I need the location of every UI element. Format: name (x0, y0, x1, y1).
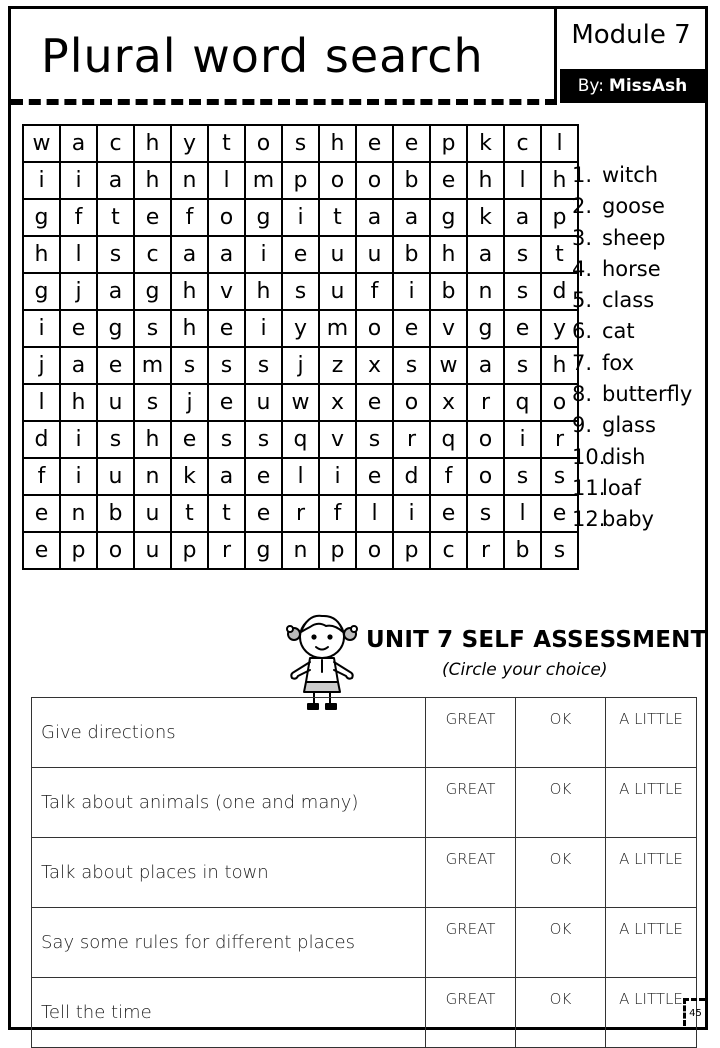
grid-cell[interactable]: s (282, 125, 319, 162)
grid-row (23, 458, 578, 495)
grid-cell[interactable]: d (393, 458, 430, 495)
grid-cell[interactable]: w (282, 384, 319, 421)
grid-cell[interactable]: b (393, 236, 430, 273)
grid-cell[interactable]: e (393, 125, 430, 162)
title-divider (11, 99, 557, 105)
grid-cell[interactable]: e (356, 458, 393, 495)
word-number: 10. (572, 444, 606, 469)
grid-cell[interactable]: e (23, 495, 60, 532)
grid-cell[interactable]: k (467, 199, 504, 236)
grid-cell[interactable]: o (97, 532, 134, 569)
grid-cell[interactable]: g (134, 273, 171, 310)
grid-cell[interactable]: r (282, 495, 319, 532)
word-search-grid (22, 124, 579, 570)
choice-ok[interactable]: OK (516, 978, 606, 1048)
grid-cell[interactable]: i (23, 310, 60, 347)
word-list-item (572, 348, 692, 379)
grid-cell[interactable]: l (60, 236, 97, 273)
grid-cell[interactable]: b (504, 532, 541, 569)
grid-cell[interactable]: s (208, 421, 245, 458)
word-text: class (602, 288, 655, 313)
word-text: cat (602, 319, 635, 344)
grid-cell[interactable]: s (504, 273, 541, 310)
grid-cell[interactable]: y (171, 125, 208, 162)
grid-cell[interactable]: n (60, 495, 97, 532)
grid-cell[interactable]: z (319, 347, 356, 384)
skill-label: Talk about places in town (32, 838, 426, 908)
grid-cell[interactable]: s (245, 347, 282, 384)
grid-cell[interactable]: s (208, 347, 245, 384)
grid-cell[interactable]: a (208, 458, 245, 495)
grid-cell[interactable]: o (393, 384, 430, 421)
word-text: glass (602, 413, 656, 438)
grid-cell[interactable]: u (319, 273, 356, 310)
grid-cell[interactable]: l (356, 495, 393, 532)
assessment-row (32, 978, 697, 1048)
grid-cell[interactable]: t (319, 199, 356, 236)
grid-cell[interactable]: i (60, 421, 97, 458)
grid-cell[interactable]: s (134, 310, 171, 347)
assessment-title: UNIT 7 SELF ASSESSMENT (366, 627, 707, 653)
grid-cell[interactable]: x (356, 347, 393, 384)
grid-cell[interactable]: a (97, 162, 134, 199)
grid-cell[interactable]: f (60, 199, 97, 236)
grid-cell[interactable]: n (171, 162, 208, 199)
skill-label: Talk about animals (one and many) (32, 768, 426, 838)
grid-cell[interactable]: o (467, 458, 504, 495)
grid-cell[interactable]: h (541, 162, 578, 199)
choice-a-little[interactable]: A LITTLE (606, 698, 697, 768)
word-list-item (572, 254, 692, 285)
grid-row (23, 236, 578, 273)
word-text: baby (602, 507, 654, 532)
choice-ok[interactable]: OK (516, 698, 606, 768)
assessment-subtitle: (Circle your choice) (442, 660, 608, 680)
grid-cell[interactable]: p (319, 532, 356, 569)
grid-cell[interactable]: h (60, 384, 97, 421)
grid-cell[interactable]: s (97, 236, 134, 273)
word-text: horse (602, 256, 661, 281)
word-number: 9. (572, 413, 593, 438)
word-list-item (572, 410, 692, 441)
grid-cell[interactable]: i (282, 199, 319, 236)
grid-cell[interactable]: h (171, 273, 208, 310)
grid-cell[interactable]: j (23, 347, 60, 384)
word-list-item (572, 442, 692, 473)
grid-cell[interactable]: s (171, 347, 208, 384)
grid-cell[interactable]: w (430, 347, 467, 384)
grid-cell[interactable]: o (319, 162, 356, 199)
grid-cell[interactable]: o (467, 421, 504, 458)
choice-ok[interactable]: OK (516, 908, 606, 978)
grid-cell[interactable]: a (208, 236, 245, 273)
grid-row (23, 273, 578, 310)
grid-cell[interactable]: j (60, 273, 97, 310)
grid-cell[interactable]: o (356, 162, 393, 199)
word-number: 1. (572, 163, 593, 187)
grid-cell[interactable]: h (319, 125, 356, 162)
word-list-item (572, 504, 692, 535)
word-text: witch (602, 163, 659, 187)
grid-cell[interactable]: s (504, 236, 541, 273)
grid-cell[interactable]: f (171, 199, 208, 236)
word-list-item (572, 191, 692, 222)
grid-cell[interactable]: u (319, 236, 356, 273)
page-title: Plural word search (41, 29, 484, 83)
grid-cell[interactable]: s (134, 384, 171, 421)
grid-row (23, 310, 578, 347)
grid-cell[interactable]: m (319, 310, 356, 347)
grid-cell[interactable]: c (134, 236, 171, 273)
word-number: 12. (572, 507, 606, 532)
word-text: butterfly (602, 382, 693, 407)
grid-row (23, 384, 578, 421)
grid-cell[interactable]: a (97, 273, 134, 310)
grid-cell[interactable]: n (282, 532, 319, 569)
grid-cell[interactable]: b (430, 273, 467, 310)
grid-cell[interactable]: s (504, 347, 541, 384)
assessment-row (32, 768, 697, 838)
grid-cell[interactable]: g (430, 199, 467, 236)
grid-cell[interactable]: s (356, 421, 393, 458)
assessment-row (32, 908, 697, 978)
grid-cell[interactable]: l (208, 162, 245, 199)
grid-cell[interactable]: i (504, 421, 541, 458)
module-box (557, 9, 705, 69)
skill-label: Tell the time (32, 978, 426, 1048)
word-number: 3. (572, 225, 593, 250)
word-text: goose (602, 194, 665, 219)
word-number: 8. (572, 382, 593, 407)
grid-cell[interactable]: a (60, 125, 97, 162)
grid-cell[interactable]: a (504, 199, 541, 236)
grid-row (23, 347, 578, 384)
grid-cell[interactable]: f (356, 273, 393, 310)
grid-cell[interactable]: u (134, 532, 171, 569)
grid-cell[interactable]: e (134, 199, 171, 236)
word-text: loaf (602, 475, 641, 500)
grid-cell[interactable]: o (356, 310, 393, 347)
grid-cell[interactable]: m (134, 347, 171, 384)
word-number: 4. (572, 256, 593, 281)
grid-cell[interactable]: y (282, 310, 319, 347)
choice-great[interactable]: GREAT (426, 908, 516, 978)
word-text: dish (602, 444, 646, 469)
choice-ok[interactable]: OK (516, 768, 606, 838)
grid-cell[interactable]: k (467, 125, 504, 162)
grid-cell[interactable]: g (245, 199, 282, 236)
grid-row (23, 199, 578, 236)
grid-cell[interactable]: f (319, 495, 356, 532)
page-number: 45 (683, 998, 705, 1026)
grid-cell[interactable]: e (393, 310, 430, 347)
grid-cell[interactable]: e (208, 310, 245, 347)
grid-cell[interactable]: c (430, 532, 467, 569)
word-number: 11. (572, 475, 606, 500)
grid-cell[interactable]: e (97, 347, 134, 384)
grid-cell[interactable]: l (23, 384, 60, 421)
grid-cell[interactable]: q (504, 384, 541, 421)
grid-cell[interactable]: i (60, 162, 97, 199)
grid-cell[interactable]: w (23, 125, 60, 162)
grid-cell[interactable]: a (467, 347, 504, 384)
grid-cell[interactable]: e (208, 384, 245, 421)
grid-cell[interactable]: a (60, 347, 97, 384)
grid-cell[interactable]: n (134, 458, 171, 495)
grid-row (23, 495, 578, 532)
grid-cell[interactable]: i (319, 458, 356, 495)
grid-cell[interactable]: b (393, 162, 430, 199)
grid-cell[interactable]: h (134, 125, 171, 162)
word-number: 7. (572, 350, 593, 375)
choice-great[interactable]: GREAT (426, 838, 516, 908)
choice-a-little[interactable]: A LITTLE (606, 768, 697, 838)
word-list (572, 160, 692, 536)
grid-row (23, 532, 578, 569)
grid-cell[interactable]: v (430, 310, 467, 347)
grid-cell[interactable]: f (430, 458, 467, 495)
grid-cell[interactable]: p (393, 532, 430, 569)
grid-cell[interactable]: e (504, 310, 541, 347)
grid-cell[interactable]: m (245, 162, 282, 199)
grid-cell[interactable]: o (245, 125, 282, 162)
grid-cell[interactable]: s (467, 495, 504, 532)
grid-cell[interactable]: e (430, 495, 467, 532)
grid-cell[interactable]: x (319, 384, 356, 421)
grid-cell[interactable]: q (282, 421, 319, 458)
grid-cell[interactable]: o (208, 199, 245, 236)
grid-cell[interactable]: h (134, 162, 171, 199)
grid-cell[interactable]: e (245, 458, 282, 495)
grid-cell[interactable]: s (282, 273, 319, 310)
grid-cell[interactable]: e (282, 236, 319, 273)
grid-cell[interactable]: k (171, 458, 208, 495)
grid-cell[interactable]: d (23, 421, 60, 458)
title-box (11, 9, 557, 103)
grid-cell[interactable]: v (208, 273, 245, 310)
word-list-item (572, 223, 692, 254)
grid-cell[interactable]: l (541, 125, 578, 162)
grid-cell[interactable]: i (393, 273, 430, 310)
grid-cell[interactable]: u (97, 384, 134, 421)
grid-cell[interactable]: f (23, 458, 60, 495)
assessment-row (32, 838, 697, 908)
grid-cell[interactable]: i (245, 236, 282, 273)
grid-cell[interactable]: g (23, 199, 60, 236)
grid-cell[interactable]: p (430, 125, 467, 162)
choice-a-little[interactable]: A LITTLE (606, 978, 697, 1048)
grid-cell[interactable]: a (171, 236, 208, 273)
grid-cell[interactable]: s (504, 458, 541, 495)
grid-cell[interactable]: i (23, 162, 60, 199)
grid-cell[interactable]: p (171, 532, 208, 569)
grid-cell[interactable]: n (467, 273, 504, 310)
grid-cell[interactable]: o (541, 384, 578, 421)
grid-cell[interactable]: h (171, 310, 208, 347)
grid-cell[interactable]: e (430, 162, 467, 199)
grid-cell[interactable]: h (245, 273, 282, 310)
choice-a-little[interactable]: A LITTLE (606, 908, 697, 978)
grid-cell[interactable]: e (356, 384, 393, 421)
grid-cell[interactable]: r (467, 532, 504, 569)
grid-row (23, 421, 578, 458)
grid-cell[interactable]: i (245, 310, 282, 347)
grid-cell[interactable]: i (60, 458, 97, 495)
grid-cell[interactable]: q (430, 421, 467, 458)
grid-cell[interactable]: h (430, 236, 467, 273)
grid-cell[interactable]: h (467, 162, 504, 199)
grid-cell[interactable]: s (393, 347, 430, 384)
word-list-item (572, 160, 692, 191)
grid-cell[interactable]: e (60, 310, 97, 347)
grid-row (23, 162, 578, 199)
grid-cell[interactable]: e (245, 495, 282, 532)
word-list-item (572, 285, 692, 316)
grid-cell[interactable]: r (467, 384, 504, 421)
grid-cell[interactable]: e (23, 532, 60, 569)
grid-cell[interactable]: o (356, 532, 393, 569)
grid-cell[interactable]: p (60, 532, 97, 569)
module-label: Module 7 (571, 20, 691, 50)
grid-cell[interactable]: x (430, 384, 467, 421)
grid-cell[interactable]: u (134, 495, 171, 532)
choice-a-little[interactable]: A LITTLE (606, 838, 697, 908)
grid-cell[interactable]: l (504, 162, 541, 199)
grid-cell[interactable]: l (504, 495, 541, 532)
grid-cell[interactable]: j (282, 347, 319, 384)
grid-cell[interactable]: a (393, 199, 430, 236)
grid-cell[interactable]: c (97, 125, 134, 162)
grid-cell[interactable]: y (541, 310, 578, 347)
grid-cell[interactable]: r (541, 421, 578, 458)
choice-ok[interactable]: OK (516, 838, 606, 908)
author-prefix: By: (577, 76, 604, 96)
grid-row (23, 125, 578, 162)
grid-cell[interactable]: u (97, 458, 134, 495)
grid-cell[interactable]: g (97, 310, 134, 347)
grid-cell[interactable]: t (541, 236, 578, 273)
grid-cell[interactable]: t (97, 199, 134, 236)
grid-cell[interactable]: j (171, 384, 208, 421)
choice-great[interactable]: GREAT (426, 768, 516, 838)
grid-cell[interactable]: p (282, 162, 319, 199)
grid-cell[interactable]: a (467, 236, 504, 273)
word-list-item (572, 379, 692, 410)
grid-cell[interactable]: t (208, 495, 245, 532)
word-number: 2. (572, 194, 593, 219)
grid-cell[interactable]: h (134, 421, 171, 458)
grid-cell[interactable]: d (541, 273, 578, 310)
grid-cell[interactable]: i (393, 495, 430, 532)
grid-cell[interactable]: h (23, 236, 60, 273)
grid-cell[interactable]: b (97, 495, 134, 532)
skill-label: Say some rules for different places (32, 908, 426, 978)
grid-cell[interactable]: e (541, 495, 578, 532)
grid-cell[interactable]: t (171, 495, 208, 532)
author-name: MissAsh (608, 76, 688, 96)
grid-cell[interactable]: p (541, 199, 578, 236)
grid-cell[interactable]: c (504, 125, 541, 162)
grid-cell[interactable]: a (356, 199, 393, 236)
grid-cell[interactable]: v (319, 421, 356, 458)
grid-cell[interactable]: g (245, 532, 282, 569)
grid-cell[interactable]: e (356, 125, 393, 162)
assessment-table (31, 697, 697, 1048)
word-list-item (572, 316, 692, 347)
word-text: sheep (602, 225, 666, 250)
grid-cell[interactable]: g (467, 310, 504, 347)
skill-label: Give directions (32, 698, 426, 768)
grid-cell[interactable]: s (541, 532, 578, 569)
grid-cell[interactable]: e (171, 421, 208, 458)
word-list-item (572, 473, 692, 504)
grid-cell[interactable]: g (23, 273, 60, 310)
grid-cell[interactable]: s (97, 421, 134, 458)
choice-great[interactable]: GREAT (426, 978, 516, 1048)
word-text: fox (602, 350, 635, 375)
grid-cell[interactable]: u (356, 236, 393, 273)
grid-cell[interactable]: l (282, 458, 319, 495)
grid-cell[interactable]: t (208, 125, 245, 162)
grid-cell[interactable]: h (541, 347, 578, 384)
grid-cell[interactable]: s (245, 421, 282, 458)
grid-cell[interactable]: r (208, 532, 245, 569)
grid-cell[interactable]: s (541, 458, 578, 495)
word-number: 5. (572, 288, 593, 313)
word-number: 6. (572, 319, 593, 344)
grid-cell[interactable]: u (245, 384, 282, 421)
choice-great[interactable]: GREAT (426, 698, 516, 768)
grid-cell[interactable]: r (393, 421, 430, 458)
assessment-row (32, 698, 697, 768)
author-badge (560, 69, 705, 103)
